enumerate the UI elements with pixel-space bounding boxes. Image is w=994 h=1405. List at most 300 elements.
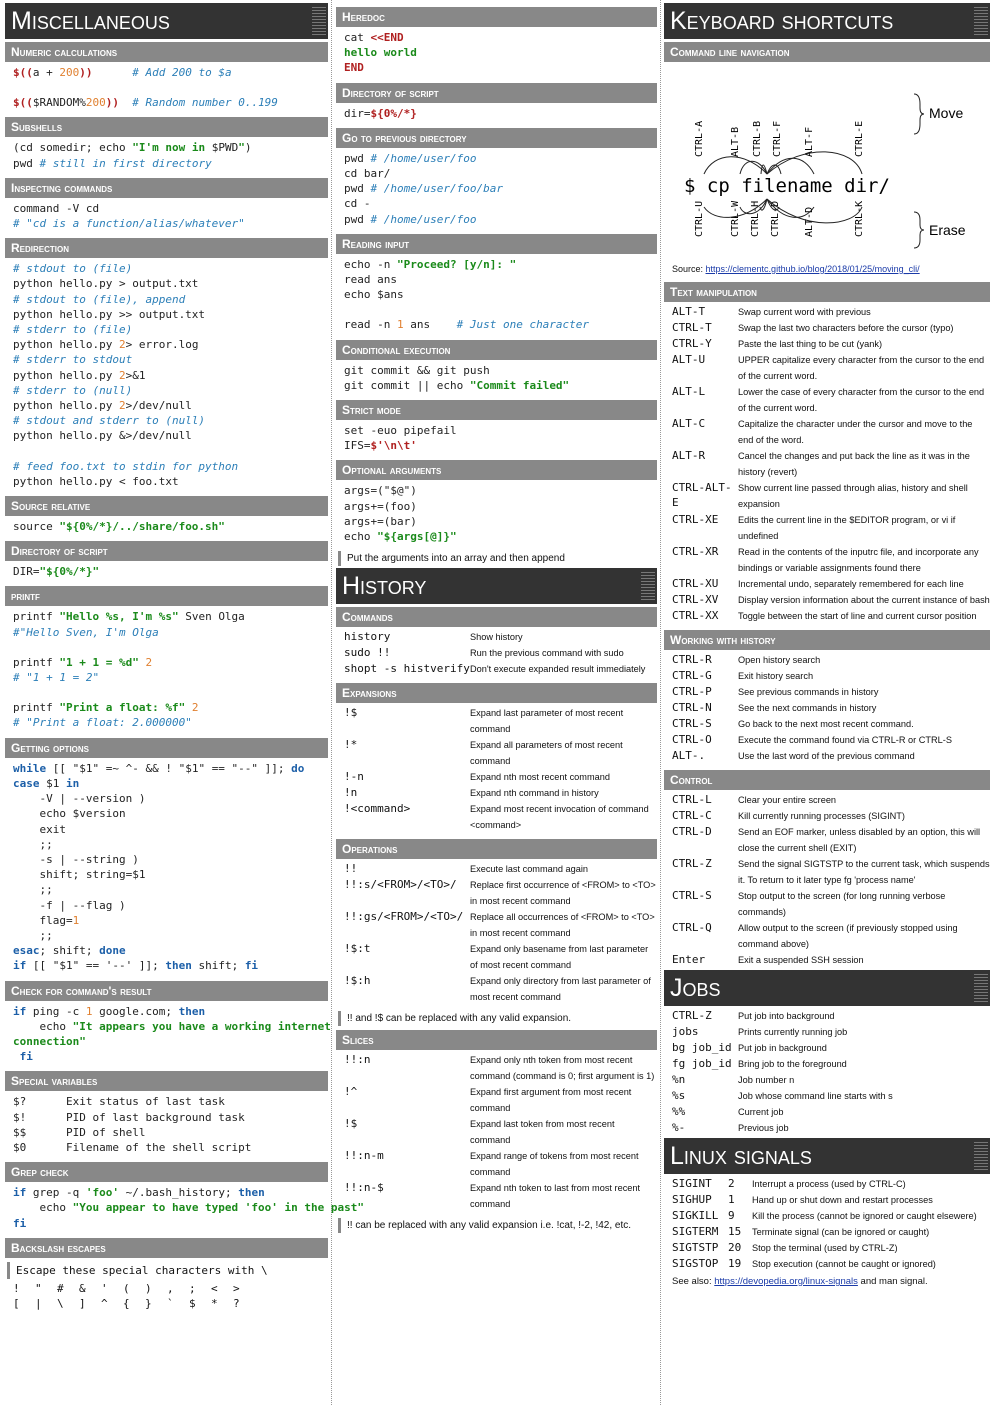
code-line: [344, 45, 649, 60]
section-heading-getting-options: Getting options: [5, 738, 328, 758]
table-row: [672, 480, 990, 512]
key-cell: !$:h: [344, 974, 371, 988]
code-line: [13, 564, 320, 579]
see-also-label: See also:: [672, 1276, 715, 1287]
code-token: # stderr to stdout: [13, 353, 133, 367]
code-token: [119, 96, 132, 109]
code-token: "Hello %s, I'm %s": [59, 610, 179, 624]
description-cell: Expand range of tokens from most recent command: [470, 1151, 639, 1178]
code-token: $1: [39, 776, 66, 790]
code-token: ping -c: [26, 1004, 86, 1018]
code-block: [5, 758, 328, 977]
description-cell: Send an EOF marker, unless disabled by an option, this will close the current shell (EXIT): [738, 827, 981, 853]
key-cell: fg job_id: [672, 1057, 732, 1070]
code-line: [344, 438, 649, 453]
section-heading-heredoc: Heredoc: [336, 7, 657, 27]
code-token: pwd: [344, 182, 371, 196]
code-token: echo: [13, 1019, 73, 1033]
code-token: connection": [13, 1034, 86, 1048]
escape-char: *: [211, 1296, 218, 1310]
shortcut-table: [664, 1006, 990, 1138]
escape-char: #: [57, 1281, 64, 1295]
code-line: [13, 459, 320, 474]
code-token: -V | --version ): [13, 792, 146, 806]
description-cell: Paste the last thing to be cut (yank): [738, 339, 883, 349]
description-cell: Show current line passed through alias, history and shell expansion: [738, 483, 968, 509]
description-cell: Show history: [470, 632, 523, 643]
arrow-alt-f: [767, 158, 814, 174]
code-line: [13, 640, 320, 655]
table-row: [344, 737, 657, 769]
code-token: echo: [344, 530, 378, 544]
code-line: [344, 181, 649, 196]
table-row: [344, 705, 657, 737]
code-token: # "Print a float: 2.000000": [13, 716, 192, 730]
main-heading-history: History: [336, 568, 657, 604]
code-token: Sven Olga: [178, 610, 245, 624]
section-heading-conditional-execution: Conditional execution: [336, 340, 657, 360]
code-token: echo $ans: [344, 288, 404, 302]
code-token: # feed foo.txt to stdin for python: [13, 459, 239, 473]
code-token: then: [238, 1186, 265, 1200]
description-cell: Expand most recent invocation of command <command>: [470, 804, 649, 831]
table-row: [672, 808, 990, 824]
code-token: cd bar/: [344, 167, 391, 181]
code-line: [13, 1019, 331, 1034]
code-token: $PWD: [211, 141, 239, 155]
key-cell: ALT-L: [672, 385, 706, 398]
code-line: [13, 837, 320, 852]
description-cell: Replace first occurrence of <FROM> to <TO> in most recent command: [470, 880, 656, 907]
code-token: then: [165, 959, 192, 973]
section-heading-directory-of-script: Directory of script: [5, 541, 328, 561]
key-cell: CTRL-L: [672, 793, 712, 806]
code-block: [5, 258, 328, 492]
code-line: [13, 867, 320, 882]
code-line: [13, 368, 320, 383]
table-row: [672, 352, 990, 384]
table-row: [672, 748, 990, 764]
description-cell: Swap current word with previous: [738, 307, 871, 317]
code-line: [13, 261, 320, 276]
table-row: [672, 792, 990, 808]
key-cell: !!:n-$: [344, 1181, 384, 1195]
key-cell: history: [344, 630, 391, 644]
key-cell: %s: [672, 1089, 686, 1102]
code-token: # Add 200 to $a: [132, 66, 232, 79]
code-line: [344, 317, 649, 332]
table-row: [672, 320, 990, 336]
code-line: [13, 715, 320, 730]
key-cell: CTRL-ALT-E: [672, 481, 732, 509]
shortcut-label-ctrl-d: CTRL-D: [770, 200, 781, 237]
shortcut-label-ctrl-h: CTRL-H: [750, 200, 761, 237]
code-line: [13, 276, 320, 291]
description-cell: Job number n: [738, 1075, 795, 1085]
code-token: 'foo': [85, 1186, 119, 1200]
section-heading-redirection: Redirection: [5, 238, 328, 258]
code-token: a +: [32, 66, 60, 79]
shortcut-label-ctrl-a: CTRL-A: [694, 120, 705, 157]
shortcut-label-ctrl-u: CTRL-U: [694, 200, 705, 237]
key-cell: ALT-C: [672, 417, 706, 430]
table-row: [344, 1148, 657, 1180]
code-token: shift; string=$1: [13, 868, 146, 882]
code-line: [344, 499, 649, 514]
code-token: $$ PID of shell: [13, 1125, 146, 1139]
code-block: [336, 360, 657, 396]
code-token: $((: [13, 66, 33, 79]
main-heading-linux-signals: Linux signals: [664, 1138, 990, 1174]
code-line: [13, 337, 320, 352]
code-token: "${0%/*}/../share/foo.sh": [59, 520, 225, 534]
key-cell: CTRL-XR: [672, 545, 719, 558]
see-also: [664, 1274, 990, 1289]
description-cell: Bring job to the foreground: [738, 1059, 847, 1069]
code-token: shift;: [191, 959, 245, 973]
code-token: esac: [13, 944, 40, 958]
description-cell: Expand only directory from last parameter of most recent command: [470, 976, 651, 1003]
code-token: -s | --string ): [13, 852, 139, 866]
code-line: [13, 1034, 320, 1049]
arrow-ctrl-a: [704, 157, 767, 174]
section-heading-special-variables: Special variables: [5, 1071, 328, 1091]
shortcut-table: [336, 1050, 657, 1214]
description-cell: Clear your entire screen: [738, 795, 837, 805]
code-token: ${0%/*}: [370, 106, 417, 120]
code-token: exit: [13, 822, 66, 836]
code-line: [344, 151, 649, 166]
description-cell: Expand last token from most recent command: [470, 1119, 615, 1146]
key-cell: sudo !!: [344, 646, 391, 660]
code-token: [[ "$1" == '--' ]];: [26, 959, 166, 973]
code-block: [336, 480, 657, 547]
code-line: [13, 1185, 320, 1200]
signal-number: 2: [728, 1177, 735, 1190]
code-token: "1 + 1 = %d": [59, 655, 139, 669]
code-line: [344, 423, 649, 438]
table-row: [344, 1052, 657, 1084]
code-token: python hello.py > output.txt: [13, 277, 199, 291]
signal-number: 1: [728, 1193, 735, 1206]
code-token: 200: [85, 96, 106, 110]
code-line: [344, 529, 649, 544]
code-token: ~/.bash_history;: [118, 1186, 239, 1200]
code-token: >&1: [125, 368, 146, 382]
table-row: [672, 952, 990, 968]
signal-description: Terminate signal (can be ignored or caught): [752, 1227, 930, 1237]
key-cell: CTRL-XE: [672, 513, 719, 526]
table-row: [672, 716, 990, 732]
table-row: [344, 645, 657, 661]
code-line: [13, 761, 320, 776]
key-cell: Enter: [672, 953, 706, 966]
code-token: echo: [13, 1201, 73, 1215]
code-line: [13, 383, 320, 398]
description-cell: See the next commands in history: [738, 703, 877, 713]
description-cell: Expand nth most recent command: [470, 772, 610, 783]
code-line: [13, 806, 320, 821]
section-heading-operations: Operations: [336, 839, 657, 859]
code-line: [13, 1125, 320, 1140]
code-line: [344, 287, 649, 302]
code-line: [13, 791, 320, 806]
key-cell: CTRL-N: [672, 701, 712, 714]
code-token: $! PID of last background task: [13, 1110, 245, 1124]
code-token: then: [178, 1004, 206, 1018]
escape-char: ^: [101, 1296, 108, 1310]
code-line: [344, 363, 649, 378]
source-link[interactable]: https://clementc.github.io/blog/2018/01/25/moving_cli/: [705, 264, 920, 274]
code-line: [13, 80, 320, 95]
key-cell: CTRL-Q: [672, 921, 712, 934]
code-token: echo -n: [344, 257, 397, 271]
description-cell: Incremental undo, separately remembered for each line: [738, 579, 964, 589]
code-line: [13, 943, 320, 958]
code-token: git commit && git push: [344, 363, 490, 377]
description-cell: Stop output to the screen (for long running verbose commands): [738, 891, 946, 917]
table-row: [344, 941, 657, 973]
key-cell: shopt -s histverify: [344, 662, 470, 676]
code-token: grep -q: [26, 1186, 86, 1200]
description-cell: Capitalize the character under the cursor and move to the end of the word.: [738, 419, 973, 445]
code-token: printf: [13, 701, 60, 715]
code-token: fi: [244, 959, 259, 973]
table-row: [672, 384, 990, 416]
signal-description: Kill the process (cannot be ignored or caught elsewere): [752, 1211, 977, 1221]
key-cell: !!:s/<FROM>/<TO>/: [344, 878, 457, 892]
main-heading-jobs: Jobs: [664, 970, 990, 1006]
description-cell: Edits the current line in the $EDITOR program, or vi if undefined: [738, 515, 956, 541]
key-cell: !$: [344, 706, 358, 720]
section-heading-subshells: Subshells: [5, 117, 328, 137]
code-block: [5, 1001, 331, 1068]
table-row: [672, 608, 990, 624]
description-cell: Go back to the next most recent command.: [738, 719, 914, 729]
section-heading-go-to-previous-directory: Go to previous directory: [336, 128, 657, 148]
code-token: pwd: [344, 151, 371, 165]
description-cell: Toggle between the start of line and current cursor position: [738, 611, 977, 621]
escape-char: }: [145, 1296, 152, 1310]
code-line: [13, 776, 320, 791]
table-row: [672, 856, 990, 888]
code-token: python hello.py: [13, 368, 119, 382]
table-row: [672, 732, 990, 748]
code-token: # Random number 0..199: [132, 96, 278, 110]
code-line: [344, 302, 649, 317]
key-cell: !!:n: [344, 1053, 371, 1067]
code-token: fi: [13, 1050, 33, 1064]
code-line: [13, 852, 320, 867]
source-line: [664, 262, 990, 278]
signal-number: 20: [728, 1241, 742, 1254]
code-token: # stderr to (null): [13, 383, 133, 397]
key-cell: ALT-.: [672, 749, 706, 762]
code-token: args=("$@"): [344, 484, 417, 498]
code-token: ;;: [13, 837, 53, 851]
table-row: [344, 1180, 657, 1212]
shortcut-table: [664, 650, 990, 766]
code-line: [344, 106, 649, 121]
code-token: if: [13, 959, 27, 973]
description-cell: Expand first argument from most recent command: [470, 1087, 632, 1114]
signal-name: SIGSTOP: [672, 1257, 719, 1270]
code-token: # stderr to (file): [13, 323, 133, 337]
table-row: [344, 973, 657, 1005]
code-line: [13, 625, 320, 640]
description-cell: Execute last command again: [470, 864, 588, 875]
table-row: [344, 661, 657, 677]
code-token: )): [105, 96, 119, 110]
table-row: [672, 1104, 990, 1120]
code-token: > error.log: [125, 338, 199, 352]
code-block: [5, 606, 328, 733]
table-row: [672, 544, 990, 576]
code-token: 1: [72, 913, 80, 927]
description-cell: Open history search: [738, 655, 821, 665]
code-token: <<END: [370, 31, 404, 44]
code-token: printf: [13, 655, 60, 669]
code-line: [344, 514, 649, 529]
code-token: 2: [118, 338, 126, 352]
description-cell: Run the previous command with sudo: [470, 648, 624, 659]
escape-char: ]: [79, 1296, 86, 1310]
key-cell: jobs: [672, 1025, 699, 1038]
table-row: [672, 684, 990, 700]
description-cell: Send the signal SIGTSTP to the current task, which suspends it. To return to it later type fg 'process name': [738, 859, 990, 885]
description-cell: Prints currently running job: [738, 1027, 848, 1037]
code-line: [13, 398, 320, 413]
table-row: [672, 304, 990, 320]
table-row: [672, 668, 990, 684]
description-cell: Exit a suspended SSH session: [738, 955, 864, 965]
code-block: [5, 561, 328, 582]
table-row: [672, 888, 990, 920]
code-token: python hello.py: [13, 338, 119, 352]
code-token: "${0%/*}": [39, 565, 100, 579]
section-heading-backslash-escapes: Backslash escapes: [5, 1238, 328, 1258]
erase-label: Erase: [929, 222, 966, 238]
key-cell: CTRL-P: [672, 685, 712, 698]
key-cell: CTRL-XV: [672, 593, 719, 606]
code-token: [93, 66, 133, 79]
code-line: [344, 60, 649, 75]
table-row: [344, 1084, 657, 1116]
description-cell: Expand only basename from last parameter of most recent command: [470, 944, 649, 971]
key-cell: ALT-U: [672, 353, 706, 366]
section-heading-reading-input: Reading input: [336, 234, 657, 254]
code-token: >/dev/null: [125, 399, 192, 413]
key-cell: CTRL-G: [672, 669, 712, 682]
code-token: "You appear to have typed 'foo' in the past": [72, 1201, 365, 1215]
table-row: [672, 920, 990, 952]
code-line: [13, 1094, 320, 1109]
code-token: # /home/user/foo: [370, 212, 477, 226]
description-cell: Swap the last two characters before the cursor (typo): [738, 323, 954, 333]
key-cell: !!: [344, 862, 358, 876]
code-token: ;;: [13, 928, 53, 942]
escape-char: <: [211, 1281, 218, 1295]
description-cell: Put job in background: [738, 1043, 827, 1053]
code-block: [336, 103, 657, 124]
code-line: [13, 670, 320, 685]
table-row: [672, 336, 990, 352]
brace-erase: [914, 212, 924, 248]
code-token: IFS=: [344, 439, 371, 453]
shortcut-label-alt-b: ALT-B: [730, 126, 741, 157]
signal-row: [672, 1192, 990, 1208]
key-cell: !n: [344, 786, 358, 800]
section-heading-directory-of-script: Directory of script: [336, 83, 657, 103]
key-cell: CTRL-D: [672, 825, 712, 838]
section-note: !! and !$ can be replaced with any valid expansion.: [338, 1011, 657, 1026]
code-token: args+=(bar): [344, 514, 417, 528]
code-token: # stdout to (file): [13, 262, 133, 276]
description-cell: Kill currently running processes (SIGINT): [738, 811, 905, 821]
code-line: [13, 1110, 320, 1125]
section-note: !! can be replaced with any valid expansion i.e. !cat, !-2, !42, etc.: [338, 1218, 657, 1233]
code-line: [344, 30, 649, 45]
escape-char: |: [35, 1296, 42, 1310]
code-token: done: [99, 944, 126, 958]
code-token: set -euo pipefail: [344, 424, 457, 438]
see-also-tail: and man signal.: [857, 1276, 928, 1287]
code-token: in: [66, 776, 80, 790]
code-token: cd -: [344, 197, 371, 211]
table-row: [344, 785, 657, 801]
escape-char: `: [167, 1296, 174, 1310]
code-token: cat: [344, 31, 371, 44]
devopedia-link[interactable]: https://devopedia.org/linux-signals: [714, 1276, 858, 1287]
escape-char: (: [123, 1281, 130, 1295]
description-cell: Lower the case of every character from the cursor to the end of the current word.: [738, 387, 985, 413]
code-line: [13, 1049, 320, 1064]
table-row: [672, 1024, 990, 1040]
shortcut-label-ctrl-f: CTRL-F: [772, 120, 783, 157]
key-cell: bg job_id: [672, 1041, 732, 1054]
code-token: 1: [85, 1004, 93, 1018]
escape-char: ): [145, 1281, 152, 1295]
key-cell: ALT-T: [672, 305, 706, 318]
code-block: [5, 198, 328, 234]
code-token: dir=: [344, 106, 371, 120]
section-heading-commands: Commands: [336, 607, 657, 627]
code-token: 2: [118, 399, 126, 413]
code-line: [13, 201, 320, 216]
description-cell: Expand all parameters of most recent command: [470, 740, 623, 767]
signal-number: 9: [728, 1209, 735, 1222]
escape-row: [5, 1296, 328, 1311]
code-token: ": [238, 141, 245, 155]
code-line: [344, 272, 649, 287]
code-token: command -V cd: [13, 201, 100, 215]
code-line: [13, 95, 320, 110]
table-row: [672, 1056, 990, 1072]
table-row: [672, 416, 990, 448]
code-token: pwd: [13, 156, 40, 170]
table-row: [344, 861, 657, 877]
section-heading-strict-mode: Strict mode: [336, 400, 657, 420]
code-token: "${args[@]}": [377, 530, 457, 544]
code-token: flag=: [13, 913, 73, 927]
escape-note: Escape these special characters with \: [7, 1262, 328, 1279]
code-block: [5, 1091, 328, 1158]
shortcut-table: [336, 859, 657, 1007]
escape-char: $: [189, 1296, 196, 1310]
shortcut-label-ctrl-b: CTRL-B: [752, 120, 763, 157]
table-row: [672, 592, 990, 608]
description-cell: Display version information about the current instance of bash: [738, 595, 990, 605]
